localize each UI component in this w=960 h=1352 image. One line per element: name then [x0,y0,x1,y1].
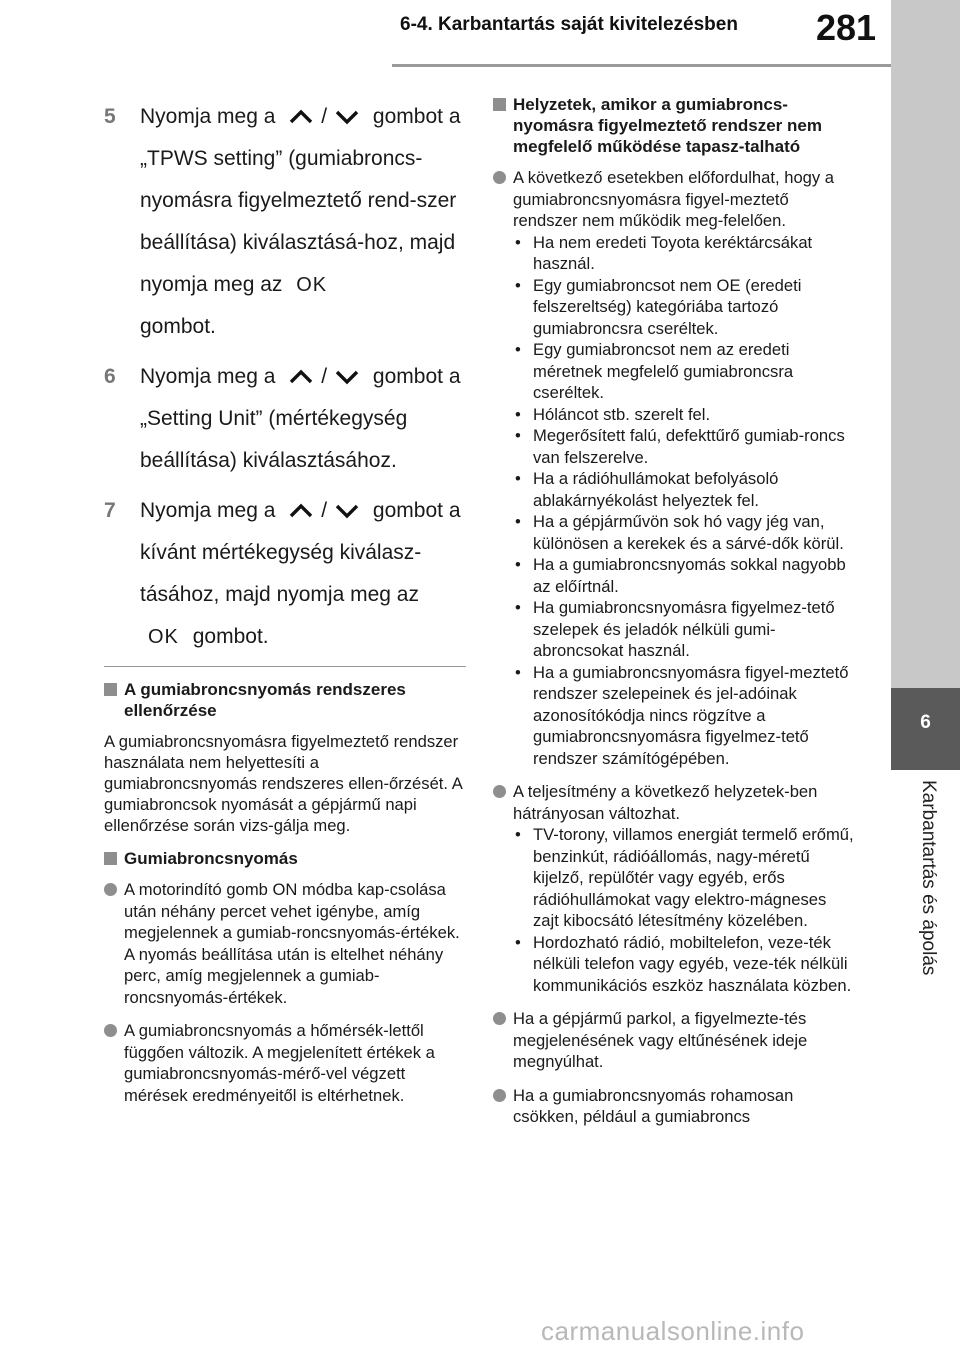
chevron-up-icon [288,369,314,385]
step-separator: / [321,105,328,128]
section-heading [493,94,855,157]
bullet-text: Ha a gumiabroncsnyomás rohamosan csökken, például a gumiabroncs [513,1085,794,1126]
step-text: gombot. [192,625,269,648]
section-divider [104,666,466,667]
chevron-down-icon [334,503,360,519]
list-item: • Megerősített falú, defekttűrő gumiab-roncs van felszerelve. [513,425,855,468]
step-text: Nyomja meg a [140,365,276,388]
bullet-paragraph [493,781,855,996]
bullet-paragraph [104,879,466,1008]
step-5 [104,96,466,348]
step-6 [104,356,466,482]
step-7 [104,490,466,658]
page-number: 281 [816,7,877,48]
section-heading-text: Helyzetek, amikor a gumiabroncs-nyomásra figyelmeztető rendszer nem megfelelő működése tapasz-talható [513,95,822,156]
chevron-up-icon [288,109,314,125]
list-item: • Ha a rádióhullámokat befolyásoló ablakárnyékolást helyeztek fel. [513,468,855,511]
bullet-text: A következő esetekben előfordulhat, hogy a gumiabroncsnyomásra figyel-meztető rendszer nem működik meg-felelően. [513,168,835,230]
step-text: Nyomja meg a [140,499,276,522]
bullet-paragraph [104,1020,466,1106]
header-rule [392,64,960,67]
left-column [104,96,466,1118]
step-text: gombot [372,499,443,522]
circle-bullet-icon [104,883,117,896]
step-text: gombot. [140,315,216,338]
list-item: • Ha a gumiabroncsnyomás sokkal nagyobb az előírtnál. [513,554,855,597]
bullet-text: A gumiabroncsnyomás a hőmérsék-lettől függően változik. A megjelenített értékek a gumiabroncsnyomás-mérő-vel végzett mérések eredményeitől is eltérhetnek. [124,1021,435,1105]
list-item: • Ha gumiabroncsnyomásra figyelmez-tető szelepek és jeladók nélküli gumi-abroncsokat használ. [513,597,855,662]
chevron-down-icon [334,109,360,125]
list-item: • TV-torony, villamos energiát termelő erőmű, benzinkút, rádióállomás, nagy-méretű kijelző, repülőtér vagy egyéb, erős rádióhullámokat vagy elektro-mágneses zajt kibocsátó létesítmény közelében. [513,824,855,932]
step-number: 5 [104,105,116,128]
list-item: • Hordozható rádió, mobiltelefon, veze-ték nélküli telefon vagy egyéb, veze-ték nélküli kommunikációs eszköz használata közben. [513,932,855,997]
bullet-text: Ha a gépjármű parkol, a figyelmezte-tés megjelenésének vagy eltűnésének ideje megnyúlhat. [513,1009,808,1071]
chevron-down-icon [334,369,360,385]
sub-list [513,232,855,770]
list-item: • Egy gumiabroncsot nem az eredeti méretnek megfelelő gumiabroncsra cseréltek. [513,339,855,404]
step-separator: / [321,499,328,522]
step-text: Nyomja meg a [140,105,276,128]
bullet-text: A motorindító gomb ON módba kap-csolása után néhány percet vehet igénybe, amíg megjelennek a gumiab-roncsnyomás-értékek. A nyomás beállítása után is eltelhet néhány perc, amíg megjelennek a gumiab-roncsnyomás-értékek. [124,880,460,1007]
step-text: gombot [372,105,443,128]
sub-list [513,824,855,996]
chevron-up-icon [288,503,314,519]
circle-bullet-icon [493,1089,506,1102]
circle-bullet-icon [104,1024,117,1037]
side-tab-number: 6 [920,712,931,733]
section-heading-text: Gumiabroncsnyomás [124,849,298,868]
step-text: a kívánt mértékegység kiválasz-tásához, majd nyomja meg az [140,499,461,606]
circle-bullet-icon [493,171,506,184]
step-text: a „Setting Unit” (mértékegység beállítása) kiválasztásához. [140,365,461,472]
step-text: a „TPWS setting” (gumiabroncs-nyomásra figyelmeztető rend-szer beállítása) kiválasztásá-hoz, majd nyomja meg az [140,105,461,296]
bullet-paragraph [493,167,855,769]
step-text: gombot [372,365,443,388]
bullet-paragraph [493,1085,855,1128]
section-heading-text: A gumiabroncsnyomás rendszeres ellenőrzése [124,680,406,720]
list-item: • Ha a gépjárművön sok hó vagy jég van, különösen a kerekek és a sárvé-dők körül. [513,511,855,554]
side-tab-bar [891,0,960,688]
step-separator: / [321,365,328,388]
header-title: 6-4. Karbantartás saját kivitelezésben [400,14,738,35]
square-bullet-icon [493,98,506,111]
step-number: 6 [104,365,116,388]
circle-bullet-icon [493,1012,506,1025]
list-item: • Ha a gumiabroncsnyomásra figyel-meztető rendszer szelepeinek és jel-adóinak azonosítókódja nincs rögzítve a gumiabroncsnyomásra figyelmez-tető rendszer számítógépében. [513,662,855,770]
step-number: 7 [104,499,116,522]
bullet-text: A teljesítmény a következő helyzetek-ben hátrányosan változhat. [513,782,818,823]
list-item: • Hóláncot stb. szerelt fel. [513,404,855,426]
right-column [493,94,855,1140]
bullet-paragraph [493,1008,855,1073]
list-item: • Egy gumiabroncsot nem OE (eredeti felszereltség) kategóriába tartozó gumiabroncsra cseréltek. [513,275,855,340]
section-heading [104,679,466,721]
ok-button-icon: OK [148,626,179,648]
paragraph: A gumiabroncsnyomásra figyelmeztető rendszer használata nem helyettesíti a gumiabroncsnyomás rendszeres ellen-őrzését. A gumiabroncsok nyomását a gépjármű napi ellenőrzése során vizs-gálja meg. [104,732,462,835]
circle-bullet-icon [493,785,506,798]
section-heading [104,848,466,869]
square-bullet-icon [104,852,117,865]
square-bullet-icon [104,683,117,696]
watermark: carmanualsonline.info [541,1316,805,1346]
ok-button-icon: OK [296,274,328,296]
side-tab-title: Karbantartás és ápolás [918,780,939,976]
list-item: • Ha nem eredeti Toyota keréktárcsákat használ. [513,232,855,275]
